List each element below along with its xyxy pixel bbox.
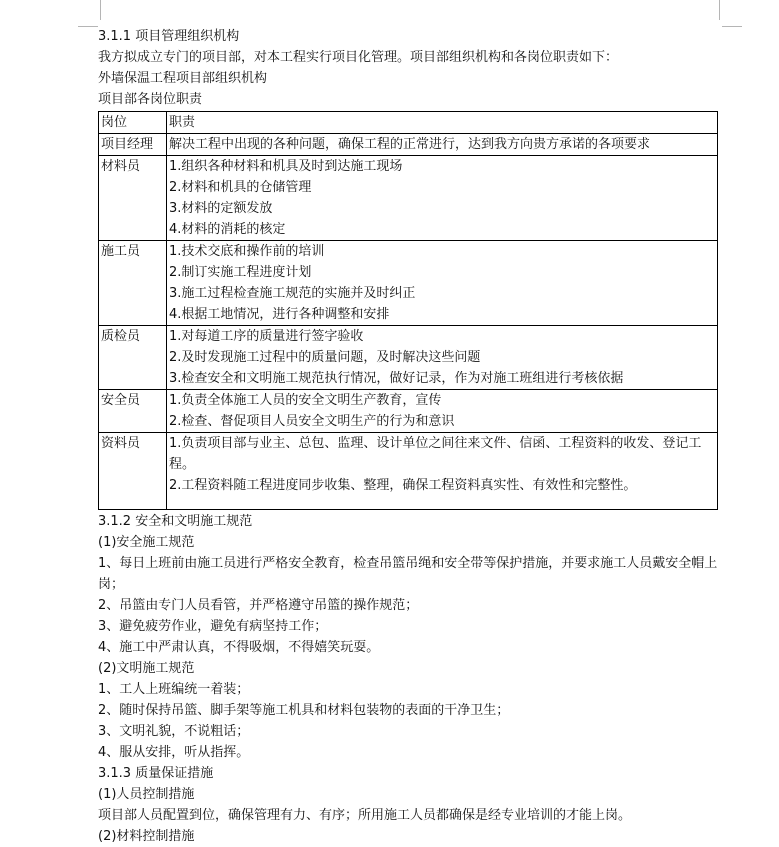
section-heading-3-1-1: 3.1.1 项目管理组织机构 [98,29,240,44]
table-row [99,134,718,156]
header-duties: 职责 [167,112,718,134]
position-cell: 项目经理 [99,134,167,156]
duties-cell [167,241,718,326]
safety-item: 4、施工中严肃认真，不得吸烟，不得嬉笑玩耍。 [98,640,380,655]
personnel-subheading: (1)人员控制措施 [98,787,195,802]
document-page [98,26,722,847]
duty-line: 2.材料和机具的仓储管理 [169,180,312,195]
position-cell: 资料员 [99,433,167,510]
crop-mark-right-v [719,0,720,20]
position-cell: 质检员 [99,326,167,390]
duties-cell [167,134,718,156]
position-cell: 施工员 [99,241,167,326]
duty-line: 1.负责全体施工人员的安全文明生产教育，宣传 [169,393,442,408]
section-heading-3-1-2: 3.1.2 安全和文明施工规范 [98,514,253,529]
duty-line: 2.制订实施工程进度计划 [169,265,312,280]
safety-item: 1、每日上班前由施工员进行严格安全教育，检查吊篮吊绳和安全带等保护措施，并要求施工人员戴安全帽上岗； [98,556,718,592]
civil-item: 3、文明礼貌，不说粗话； [98,724,250,739]
table-row [99,156,718,241]
safety-item: 3、避免疲劳作业，避免有病坚持工作； [98,619,328,634]
duty-table [98,111,718,510]
table-row [99,433,718,510]
civil-item: 4、服从安排，听从指挥。 [98,745,250,760]
table-header-row [99,112,718,134]
duty-line: 2.检查、督促项目人员安全文明生产的行为和意识 [169,414,455,429]
duties-cell [167,326,718,390]
personnel-paragraph: 项目部人员配置到位，确保管理有力、有序；所用施工人员都确保是经专业培训的才能上岗。 [98,808,632,823]
civil-item: 1、工人上班编统一着装； [98,682,250,697]
civil-subheading: (2)文明施工规范 [98,661,195,676]
duty-line: 3.施工过程检查施工规范的实施并及时纠正 [169,286,416,301]
position-cell: 材料员 [99,156,167,241]
intro-paragraph: 我方拟成立专门的项目部，对本工程实行项目化管理。项目部组织机构和各岗位职责如下： [98,50,619,65]
position-cell: 安全员 [99,390,167,433]
safety-item: 2、吊篮由专门人员看管，并严格遵守吊篮的操作规范； [98,598,419,613]
duty-line: 解决工程中出现的各种问题，确保工程的正常进行，达到我方向贵方承诺的各项要求 [169,137,651,152]
crop-mark-left-h [78,26,98,27]
duty-line: 1.组织各种材料和机具及时到达施工现场 [169,159,403,174]
duty-table-title: 项目部各岗位职责 [98,92,203,107]
org-chart-title: 外墙保温工程项目部组织机构 [98,71,268,86]
duty-line: 3.材料的定额发放 [169,201,273,216]
crop-mark-right-h [722,26,742,27]
crop-mark-left-v [100,0,101,20]
duty-line: 1.技术交底和操作前的培训 [169,244,325,259]
header-position: 岗位 [99,112,167,134]
material-subheading: (2)材料控制措施 [98,829,195,844]
duty-line: 3.检查安全和文明施工规范执行情况，做好记录，作为对施工班组进行考核依据 [169,371,624,386]
duties-cell [167,390,718,433]
duty-line: 1.负责项目部与业主、总包、监理、设计单位之间往来文件、信函、工程资料的收发、登记工程。 [169,436,702,472]
duty-line: 2.及时发现施工过程中的质量问题，及时解决这些问题 [169,350,481,365]
duties-cell [167,156,718,241]
duty-line: 4.根据工地情况，进行各种调整和安排 [169,307,390,322]
duties-cell [167,433,718,510]
table-row [99,390,718,433]
table-row [99,241,718,326]
safety-subheading: (1)安全施工规范 [98,535,195,550]
table-row [99,326,718,390]
section-heading-3-1-3: 3.1.3 质量保证措施 [98,766,214,781]
civil-item: 2、随时保持吊篮、脚手架等施工机具和材料包装物的表面的干净卫生； [98,703,510,718]
duty-line: 4.材料的消耗的核定 [169,222,286,237]
duty-line: 2.工程资料随工程进度同步收集、整理，确保工程资料真实性、有效性和完整性。 [169,478,637,493]
duty-line: 1.对每道工序的质量进行签字验收 [169,329,364,344]
